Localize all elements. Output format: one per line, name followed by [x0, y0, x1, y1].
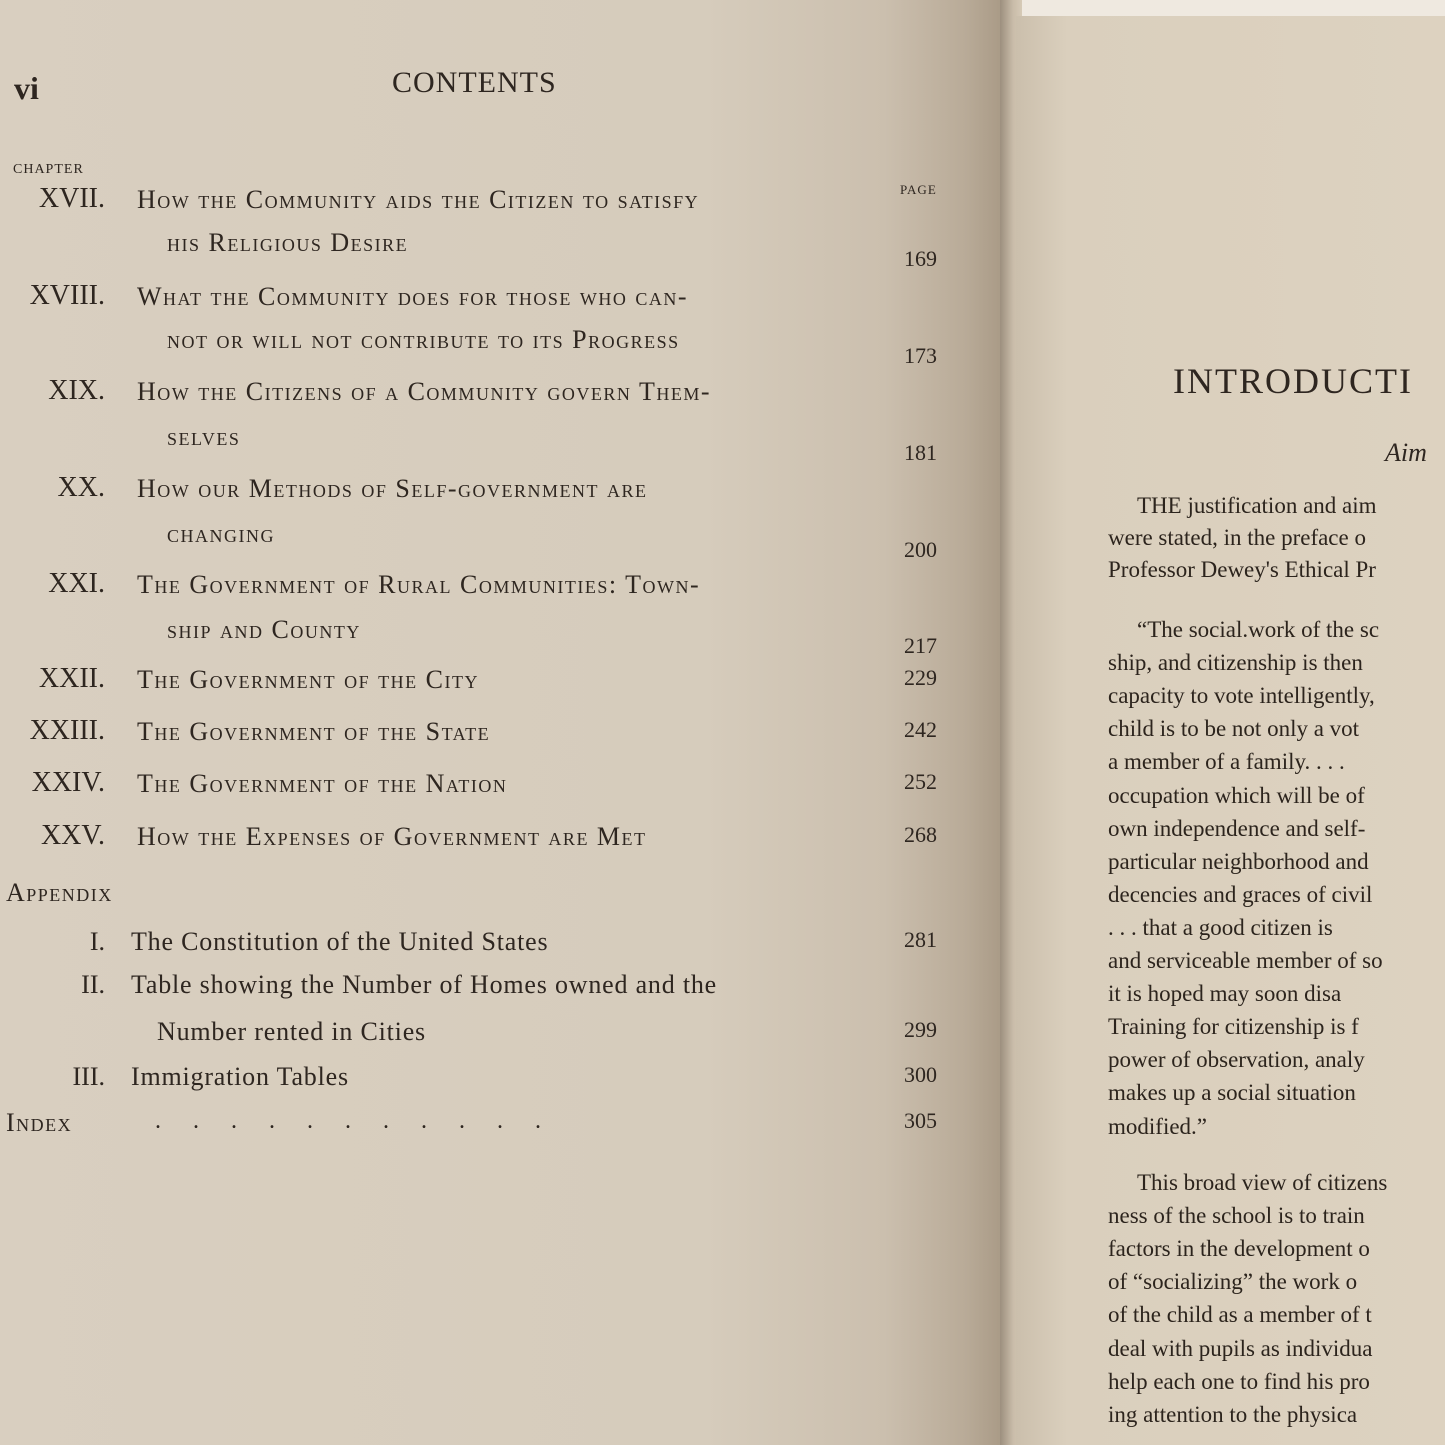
chapter-number: XXIII.: [29, 715, 105, 746]
chapter-label: CHAPTER: [13, 162, 84, 177]
body-text-line: decencies and graces of civil: [1108, 881, 1373, 907]
chapter-title-line: The Government of the State: [137, 717, 491, 746]
appendix-label: Appendix: [6, 878, 113, 907]
body-text-line: ing attention to the physica: [1108, 1401, 1358, 1427]
index-page-number: 305: [904, 1108, 937, 1133]
body-text-line: of “socializing” the work o: [1108, 1269, 1358, 1295]
body-text-line: were stated, in the preface o: [1108, 525, 1366, 550]
body-text-line: deal with pupils as individua: [1108, 1335, 1373, 1361]
appendix-title-line: Table showing the Number of Homes owned and the: [131, 970, 717, 999]
chapter-title-line: The Government of Rural Communities: Town-: [137, 570, 701, 599]
page-label: PAGE: [900, 182, 937, 197]
chapter-title-line: selves: [167, 422, 241, 451]
chapter-number: XXI.: [48, 568, 105, 599]
chapter-number: XVII.: [38, 183, 105, 214]
body-text-line: own independence and self-: [1108, 815, 1366, 841]
chapter-title-line: How our Methods of Self-government are: [137, 474, 648, 503]
chapter-number: XXII.: [38, 663, 105, 694]
appendix-title-line: Number rented in Cities: [157, 1017, 426, 1046]
chapter-title-line: How the Expenses of Government are Met: [137, 822, 647, 851]
chapter-title-line: The Government of the City: [137, 665, 479, 694]
chapter-number: XVIII.: [29, 280, 105, 311]
page-number: 281: [904, 927, 937, 952]
page-folio: vi: [14, 70, 39, 106]
body-text-line: ness of the school is to train: [1108, 1203, 1365, 1229]
page-number: 229: [904, 665, 937, 690]
body-text-line: Training for citizenship is f: [1108, 1014, 1359, 1040]
page-number: 268: [904, 822, 937, 847]
chapter-title-line: The Government of the Nation: [137, 769, 508, 798]
body-text-line: capacity to vote intelligently,: [1108, 683, 1375, 709]
page-number: 200: [904, 537, 937, 562]
chapter-title-line: How the Community aids the Citizen to satisfy: [137, 185, 700, 214]
body-text-line: a member of a family. . . .: [1108, 749, 1345, 775]
body-text-line: modified.”: [1108, 1113, 1207, 1139]
chapter-title-line: his Religious Desire: [167, 228, 409, 257]
body-text-line: makes up a social situation: [1108, 1080, 1356, 1106]
introduction-title: INTRODUCTI: [1173, 361, 1413, 401]
page-number: 169: [904, 246, 937, 271]
page-number: 173: [904, 343, 937, 368]
chapter-title-line: ship and County: [167, 615, 361, 644]
body-text-line: Professor Dewey's Ethical Pr: [1108, 557, 1376, 582]
page-number: 300: [904, 1062, 937, 1087]
chapter-title-line: not or will not contribute to its Progress: [167, 325, 680, 354]
chapter-title-line: changing: [167, 519, 275, 548]
body-text-line: it is hoped may soon disa: [1108, 981, 1342, 1007]
introduction-subtitle: Aim: [1385, 438, 1427, 467]
chapter-title-line: How the Citizens of a Community govern Them-: [137, 377, 711, 406]
contents-title: CONTENTS: [392, 66, 557, 99]
index-label: Index: [6, 1108, 73, 1137]
body-text-line: particular neighborhood and: [1108, 848, 1369, 874]
chapter-number: XXIV.: [31, 767, 105, 798]
appendix-title-line: The Constitution of the United States: [131, 927, 549, 956]
chapter-number: XIX.: [48, 375, 105, 406]
body-text-line: “The social.work of the sc: [1137, 617, 1380, 642]
body-text-line: THE justification and aim: [1137, 493, 1377, 518]
body-text-line: help each one to find his pro: [1108, 1368, 1370, 1394]
body-text-line: ship, and citizenship is then: [1108, 650, 1363, 676]
page-number: 217: [904, 633, 937, 658]
body-text-line: . . . that a good citizen is: [1108, 914, 1333, 940]
body-text-line: and serviceable member of so: [1108, 948, 1383, 973]
index-leader: . . . . . . . . . . .: [155, 1108, 541, 1134]
page-number: 299: [904, 1017, 937, 1042]
chapter-number: XXV.: [40, 820, 105, 851]
appendix-number: II.: [81, 970, 105, 999]
body-text-line: of the child as a member of t: [1108, 1302, 1372, 1328]
chapter-title-line: What the Community does for those who can-: [137, 282, 689, 311]
page-number: 252: [904, 769, 937, 794]
appendix-number: I.: [89, 927, 105, 956]
body-text-line: occupation which will be of: [1108, 782, 1365, 808]
body-text-line: child is to be not only a vot: [1108, 716, 1360, 742]
page-number: 242: [904, 717, 937, 742]
page-number: 181: [904, 440, 937, 465]
body-text-line: factors in the development o: [1108, 1236, 1370, 1262]
appendix-title-line: Immigration Tables: [131, 1062, 349, 1091]
body-text-line: power of observation, analy: [1108, 1047, 1365, 1073]
body-text-line: This broad view of citizens: [1137, 1170, 1388, 1195]
chapter-number: XX.: [57, 472, 105, 503]
appendix-number: III.: [72, 1062, 105, 1091]
